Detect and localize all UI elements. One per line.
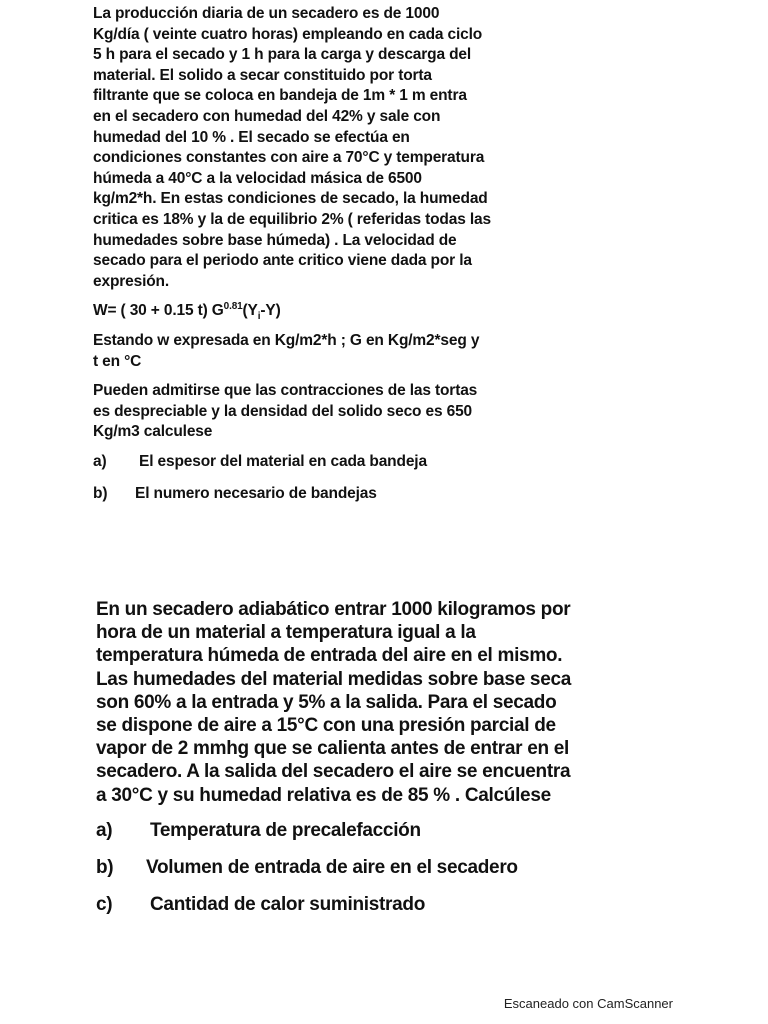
statement-line: kg/m2*h. En estas condiciones de secado, la humedad: [93, 190, 488, 208]
statement-line: humedades sobre base húmeda) . La velocidad de: [93, 231, 457, 249]
formula-paren-close: -Y): [260, 302, 281, 320]
statement-line: condiciones constantes con aire a 70°C y temperatura: [93, 149, 485, 167]
item-text: El espesor del material en cada bandeja: [139, 452, 427, 470]
item-text: Volumen de entrada de aire en el secadero: [146, 857, 518, 879]
statement-line: húmeda a 40°C a la velocidad másica de 6500: [93, 169, 422, 187]
formula-exponent: 0.81: [223, 301, 243, 313]
statement-line: expresión.: [93, 272, 170, 290]
item-text: Temperatura de precalefacción: [150, 819, 421, 841]
question-item-a: [96, 819, 636, 842]
statement-line: hora de un material a temperatura igual a la: [96, 622, 476, 644]
question-item-a: [93, 452, 563, 473]
units-note: [93, 331, 563, 372]
assumption-line: Kg/m3 calculese: [93, 423, 213, 441]
statement-line: son 60% a la entrada y 5% a la salida. Para el secado: [96, 691, 557, 713]
statement-line: en el secadero con humedad del 42% y sale con: [93, 107, 441, 125]
problem-2-statement: [96, 598, 636, 807]
item-letter: c): [96, 894, 113, 916]
units-line: Estando w expresada en Kg/m2*h ; G en Kg/m2*seg y: [93, 331, 480, 349]
item-letter: b): [93, 485, 108, 503]
assumption-line: Pueden admitirse que las contracciones de las tortas: [93, 382, 478, 400]
statement-line: Kg/día ( veinte cuatro horas) empleando en cada ciclo: [93, 25, 483, 43]
question-item-c: [96, 893, 636, 916]
question-item-b: [96, 856, 636, 879]
units-line: t en °C: [93, 352, 142, 370]
problem-1-statement: [93, 4, 563, 292]
statement-line: material. El solido a secar constituido por torta: [93, 66, 432, 84]
statement-line: vapor de 2 mmhg que se calienta antes de entrar en el: [96, 738, 569, 760]
problem-1: [93, 4, 563, 517]
statement-line: se dispone de aire a 15°C con una presión parcial de: [96, 715, 556, 737]
statement-line: 5 h para el secado y 1 h para la carga y descarga del: [93, 46, 472, 64]
statement-line: a 30°C y su humedad relativa es de 85 % . Calcúlese: [96, 784, 551, 806]
problem-2: [96, 598, 636, 930]
formula-subscript: i: [257, 311, 261, 323]
statement-line: Las humedades del material medidas sobre base seca: [96, 668, 572, 690]
statement-line: secado para el periodo ante critico viene dada por la: [93, 252, 472, 270]
drying-rate-formula: [93, 301, 563, 322]
question-item-b: [93, 484, 563, 505]
scanner-watermark: Escaneado con CamScanner: [503, 996, 673, 1011]
item-letter: a): [93, 452, 107, 470]
statement-line: En un secadero adiabático entrar 1000 kilogramos por: [96, 599, 571, 620]
item-letter: b): [96, 857, 114, 879]
item-letter: a): [96, 819, 113, 841]
assumption-line: es despreciable y la densidad del solido seco es 650: [93, 402, 473, 420]
statement-line: humedad del 10 % . El secado se efectúa en: [93, 128, 410, 146]
statement-line: La producción diaria de un secadero es de 1000: [93, 5, 440, 22]
formula-paren-open: (Y: [242, 302, 258, 320]
statement-line: filtrante que se coloca en bandeja de 1m * 1 m entra: [93, 87, 467, 105]
formula-base: W= ( 30 + 0.15 t) G: [93, 302, 224, 320]
assumptions-note: [93, 381, 563, 443]
item-text: El numero necesario de bandejas: [135, 485, 377, 503]
statement-line: critica es 18% y la de equilibrio 2% ( referidas todas las: [93, 210, 491, 228]
statement-line: secadero. A la salida del secadero el aire se encuentra: [96, 761, 571, 783]
item-text: Cantidad de calor suministrado: [150, 894, 425, 916]
statement-line: temperatura húmeda de entrada del aire en el mismo.: [96, 645, 563, 667]
